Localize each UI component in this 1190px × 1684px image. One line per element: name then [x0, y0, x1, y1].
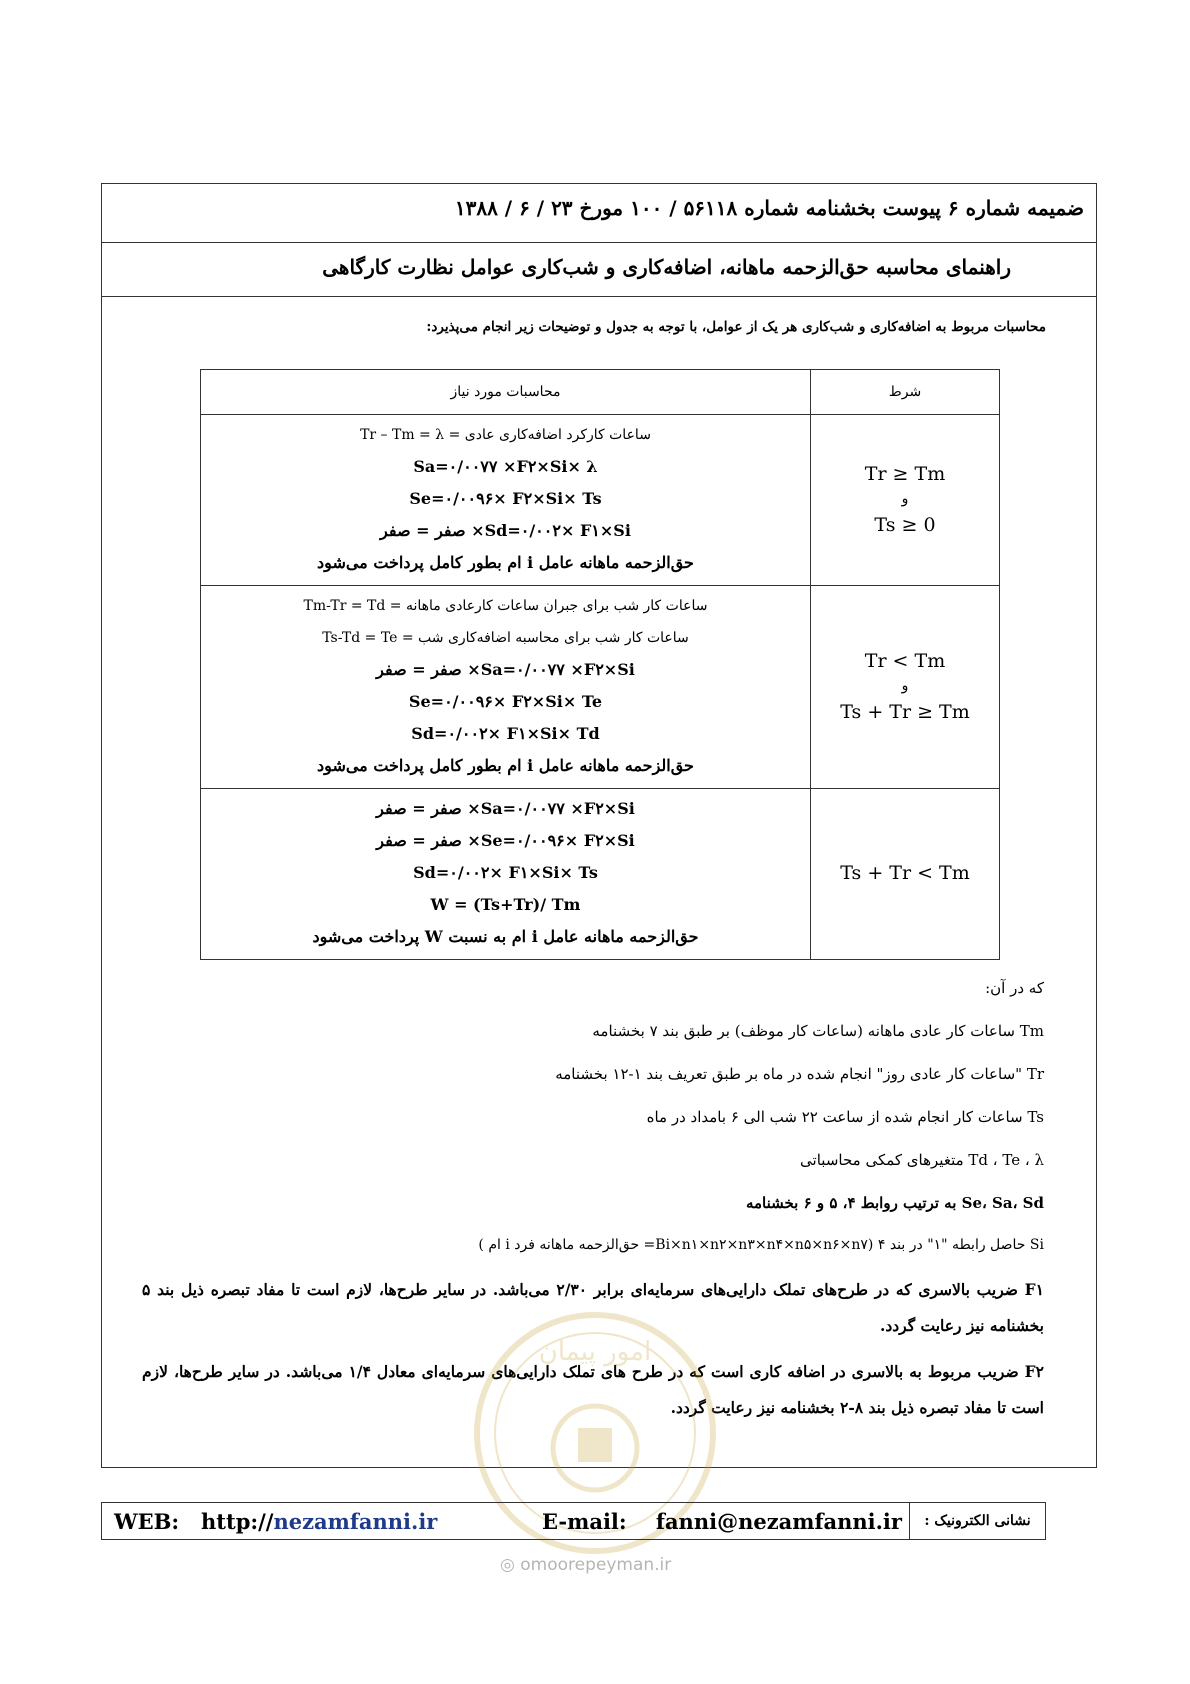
- calculation-cell: [201, 415, 811, 586]
- formula-line: Sa=۰/۰۰۷۷ ×F۲×Si× صفر = صفر: [376, 660, 635, 679]
- credit-watermark: [500, 1555, 671, 1575]
- formula-line: Se=۰/۰۰۹۶× F۲×Si× صفر = صفر: [376, 831, 635, 850]
- table-header-row: [201, 370, 1000, 415]
- condition-cell: [811, 586, 1000, 789]
- definition-tr: Tr "ساعات کار عادی روز" انجام شده در ماه بر طبق تعریف بند ۱-۱۲ بخشنامه: [555, 1065, 1044, 1083]
- definitions-intro: که در آن:: [985, 979, 1044, 997]
- condition-line: Tr ≥ Tm: [864, 462, 946, 485]
- formula-line: Se=۰/۰۰۹۶× F۲×Si× Te: [408, 692, 603, 711]
- formula-line: Se=۰/۰۰۹۶× F۲×Si× Ts: [409, 489, 602, 508]
- formula-line: Sa=۰/۰۰۷۷ ×F۲×Si× λ: [413, 457, 598, 476]
- formula-line: ساعات کار شب برای جبران ساعات کارعادی ماهانه = Tm-Tr = Td: [303, 598, 708, 614]
- formula-line: حق‌الزحمه ماهانه عامل i ام بطور کامل پرداخت می‌شود: [317, 553, 694, 572]
- definition-ts: Ts ساعات کار انجام شده از ساعت ۲۲ شب الی ۶ بامداد در ماه: [646, 1108, 1044, 1126]
- email-label: E-mail:: [542, 1509, 627, 1534]
- formula-line: حق‌الزحمه ماهانه عامل i ام بطور کامل پرداخت می‌شود: [317, 756, 694, 775]
- guide-title: راهنمای محاسبه حق‌الزحمه ماهانه، اضافه‌کاری و شب‌کاری عوامل نظارت کارگاهی: [102, 243, 1096, 297]
- formula-line: W = (Ts+Tr)/ Tm: [430, 895, 581, 914]
- table-row: [201, 586, 1000, 789]
- condition-line: Ts ≥ 0: [874, 513, 936, 536]
- appendix-title: ضمیمه شماره ۶ پیوست بخشنامه شماره ۵۶۱۱۸ / ۱۰۰ مورخ ۲۳ / ۶ / ۱۳۸۸: [102, 184, 1096, 243]
- condition-line: و: [901, 491, 909, 508]
- table-row: [201, 415, 1000, 586]
- web-link[interactable]: nezamfanni.ir: [273, 1509, 438, 1534]
- credit-icon: ◎: [500, 1555, 515, 1575]
- formula-line: Sd=۰/۰۰۲× F۱×Si× صفر = صفر: [380, 521, 631, 540]
- condition-cell: [811, 789, 1000, 960]
- condition-line: Tr < Tm: [864, 649, 946, 672]
- definition-s-relations: Se، Sa، Sd به ترتیب روابط ۴، ۵ و ۶ بخشنامه: [745, 1194, 1044, 1212]
- header-condition: شرط: [811, 370, 1000, 415]
- formula-line: ساعات کار شب برای محاسبه اضافه‌کاری شب = Ts-Td = Te: [322, 630, 689, 646]
- calculation-cell: [201, 789, 811, 960]
- definition-f1: F۱ ضریب بالاسری که در طرح‌های تملک دارایی‌های سرمایه‌ای برابر ۲/۳۰ می‌باشد. در سایر طرح‌ها، لازم است تا مفاد تبصره ذیل بند ۵ بخشنامه نیز رعایت گردد.: [142, 1280, 1045, 1335]
- formula-line: Sd=۰/۰۰۲× F۱×Si× Ts: [413, 863, 598, 882]
- formula-line: حق‌الزحمه ماهانه عامل i ام به نسبت W پرداخت می‌شود: [312, 927, 699, 946]
- condition-cell: [811, 415, 1000, 586]
- electronic-address-label: نشانی الکترونیک :: [909, 1503, 1045, 1539]
- definition-aux: Td ، Te ، λ متغیرهای کمکی محاسباتی: [800, 1151, 1044, 1169]
- email-domain[interactable]: @nezamfanni.ir: [717, 1509, 902, 1534]
- formula-line: ساعات کارکرد اضافه‌کاری عادی = Tr – Tm = λ: [360, 427, 651, 443]
- web-prefix[interactable]: http://: [201, 1509, 274, 1534]
- definition-si: Si حاصل رابطه "۱" در بند ۴ (Bi×n۱×n۲×n۳×n۴×n۵×n۶×n۷= حق‌الزحمه ماهانه فرد i ام ): [478, 1237, 1044, 1253]
- calculation-cell: [201, 586, 811, 789]
- email-address: [542, 1509, 902, 1534]
- seal-text: امور پیمان: [538, 1337, 652, 1367]
- web-label: WEB:: [114, 1509, 180, 1534]
- table-row: [201, 789, 1000, 960]
- condition-line: و: [901, 678, 909, 695]
- definition-f2: F۲ ضریب مربوط به بالاسری در اضافه کاری است که در طرح های تملک دارایی‌های سرمایه‌ای معادل ۱/۴ می‌باشد. در سایر طرح‌ها، لازم است تا مفاد تبصره ذیل بند ۸-۲ بخشنامه نیز رعایت گردد.: [142, 1362, 1045, 1417]
- condition-line: Ts + Tr ≥ Tm: [840, 700, 970, 723]
- formula-line: Sa=۰/۰۰۷۷ ×F۲×Si× صفر = صفر: [376, 799, 635, 818]
- calculation-table: [200, 369, 1000, 960]
- document-frame: [101, 183, 1097, 1468]
- credit-text: omoorepeyman.ir: [520, 1555, 672, 1575]
- email-user[interactable]: fanni: [655, 1509, 718, 1534]
- formula-line: Sd=۰/۰۰۲× F۱×Si× Td: [411, 724, 600, 743]
- definition-tm: Tm ساعات کار عادی ماهانه (ساعات کار موظف) بر طبق بند ۷ بخشنامه: [592, 1022, 1044, 1040]
- web-address: [114, 1509, 437, 1534]
- condition-line: Ts + Tr < Tm: [840, 862, 970, 885]
- header-calculations: محاسبات مورد نیاز: [201, 370, 811, 415]
- footer: [101, 1502, 1046, 1540]
- intro-text: محاسبات مربوط به اضافه‌کاری و شب‌کاری هر یک از عوامل، با توجه به جدول و توضیحات زیر انجام می‌پذیرد:: [426, 319, 1046, 335]
